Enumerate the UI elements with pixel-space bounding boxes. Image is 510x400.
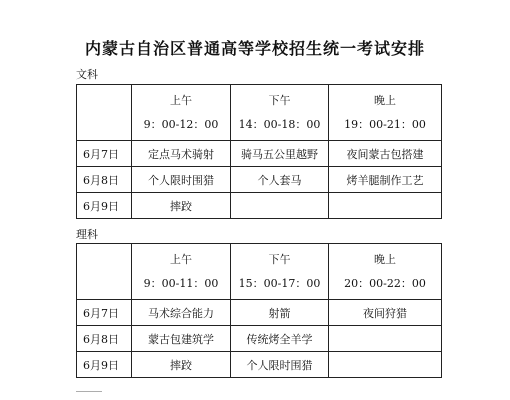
header-blank-cell <box>77 85 132 141</box>
exam-cell <box>231 193 329 219</box>
header-cell-morning <box>132 244 231 300</box>
next-section-fragment <box>76 391 102 398</box>
date-cell: 6月8日 <box>77 167 132 193</box>
header-cell-afternoon <box>231 244 329 300</box>
header-period: 下午 <box>268 252 291 266</box>
header-time: 14：00-18：00 <box>238 117 321 131</box>
exam-cell: 烤羊腿制作工艺 <box>329 167 442 193</box>
table-row <box>77 193 442 219</box>
date-cell: 6月7日 <box>77 141 132 167</box>
schedule-table-wenke <box>76 84 442 219</box>
exam-cell: 骑马五公里越野 <box>231 141 329 167</box>
exam-cell: 蒙古包建筑学 <box>132 326 231 352</box>
header-cell-morning <box>132 85 231 141</box>
exam-cell <box>329 326 442 352</box>
header-time: 19：00-21：00 <box>344 117 426 131</box>
header-cell-evening <box>329 85 442 141</box>
exam-cell: 马术综合能力 <box>132 300 231 326</box>
section-label-like: 理科 <box>76 228 98 241</box>
header-time: 20：00-22：00 <box>344 276 426 290</box>
exam-cell: 摔跤 <box>132 352 231 378</box>
header-period: 晚上 <box>374 252 396 266</box>
header-time: 9：00-12：00 <box>143 117 219 131</box>
header-period: 上午 <box>170 93 192 107</box>
exam-cell: 摔跤 <box>132 193 231 219</box>
exam-cell: 夜间狩猎 <box>329 300 442 326</box>
table-header-row <box>77 244 442 300</box>
header-blank-cell <box>77 244 132 300</box>
date-cell: 6月9日 <box>77 352 132 378</box>
section-label-wenke: 文科 <box>76 68 98 81</box>
header-time: 9：00-11：00 <box>143 276 219 290</box>
page-title: 内蒙古自治区普通高等学校招生统一考试安排 <box>84 39 425 58</box>
exam-cell: 传统烤全羊学 <box>231 326 329 352</box>
table-row <box>77 141 442 167</box>
header-period: 晚上 <box>374 93 396 107</box>
schedule-table-like <box>76 243 442 378</box>
header-period: 下午 <box>268 93 291 107</box>
date-cell: 6月8日 <box>77 326 132 352</box>
table-row <box>77 326 442 352</box>
header-period: 上午 <box>170 252 192 266</box>
date-cell: 6月9日 <box>77 193 132 219</box>
exam-cell: 个人限时围猎 <box>231 352 329 378</box>
exam-cell: 射箭 <box>231 300 329 326</box>
exam-cell <box>329 193 442 219</box>
table-row <box>77 300 442 326</box>
table-row <box>77 352 442 378</box>
header-time: 15：00-17：00 <box>238 276 321 290</box>
exam-cell: 个人套马 <box>231 167 329 193</box>
table-row <box>77 167 442 193</box>
header-cell-afternoon <box>231 85 329 141</box>
exam-cell: 个人限时围猎 <box>132 167 231 193</box>
exam-cell: 定点马术骑射 <box>132 141 231 167</box>
exam-cell: 夜间蒙古包搭建 <box>329 141 442 167</box>
table-header-row <box>77 85 442 141</box>
header-cell-evening <box>329 244 442 300</box>
date-cell: 6月7日 <box>77 300 132 326</box>
exam-cell <box>329 352 442 378</box>
